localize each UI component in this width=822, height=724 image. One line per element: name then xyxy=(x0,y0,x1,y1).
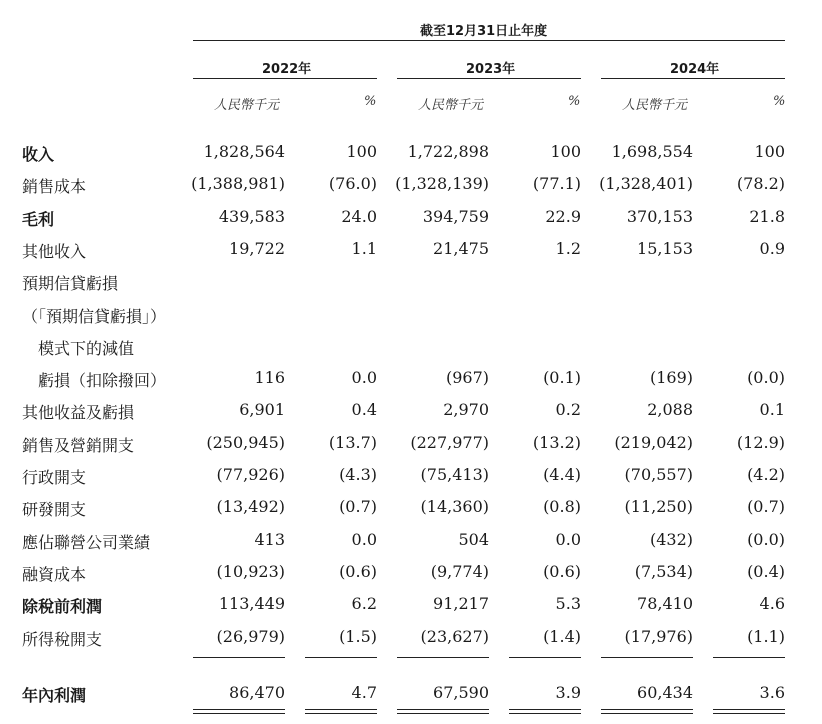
cell-pct-2024: (78.2) xyxy=(736,174,785,193)
cell-amount-2023: 21,475 xyxy=(433,239,489,258)
cell-pct-2024: (12.9) xyxy=(736,433,785,452)
cell-amount-2024: (219,042) xyxy=(614,433,693,452)
cell-pct-2023: (4.4) xyxy=(543,465,581,484)
row-label: 收入 xyxy=(22,145,55,164)
subtotal-rule-2024a xyxy=(601,657,693,658)
unit-amount-2024: 人民幣千元 xyxy=(622,98,688,113)
cell-amount-2023: (967) xyxy=(445,368,489,387)
cell-amount-2022: (1,388,981) xyxy=(191,174,285,193)
cell-amount-2022: (26,979) xyxy=(216,627,285,646)
cell-amount-2023: 67,590 xyxy=(433,683,489,702)
period-rule xyxy=(193,40,785,41)
cell-pct-2023: (13.2) xyxy=(532,433,581,452)
total-double-rule-2023a xyxy=(397,709,489,714)
cell-amount-2023: (23,627) xyxy=(420,627,489,646)
period-header: 截至12月31日止年度 xyxy=(420,24,548,39)
cell-pct-2024: 4.6 xyxy=(759,594,785,613)
cell-pct-2022: 0.0 xyxy=(351,530,377,549)
cell-amount-2024: 370,153 xyxy=(626,207,693,226)
row-label: 研發開支 xyxy=(22,500,87,519)
unit-amount-2022: 人民幣千元 xyxy=(214,98,280,113)
cell-amount-2023: (14,360) xyxy=(420,497,489,516)
cell-amount-2022: 1,828,564 xyxy=(203,142,285,161)
row-label: 行政開支 xyxy=(22,468,87,487)
cell-amount-2022: 116 xyxy=(254,368,285,387)
cell-pct-2023: 22.9 xyxy=(545,207,581,226)
unit-pct-2024: % xyxy=(773,94,786,109)
total-double-rule-2022a xyxy=(193,709,285,714)
cell-amount-2022: (13,492) xyxy=(216,497,285,516)
cell-amount-2023: 394,759 xyxy=(422,207,489,226)
cell-pct-2023: 5.3 xyxy=(555,594,581,613)
unit-pct-2022: % xyxy=(364,94,377,109)
cell-pct-2024: 21.8 xyxy=(749,207,785,226)
cell-pct-2022: 1.1 xyxy=(351,239,377,258)
subtotal-rule-2024b xyxy=(713,657,785,658)
row-label: 融資成本 xyxy=(22,565,87,584)
row-label: 毛利 xyxy=(22,210,55,229)
row-label: 所得稅開支 xyxy=(22,630,103,649)
total-double-rule-2024b xyxy=(713,709,785,714)
cell-pct-2024: 0.1 xyxy=(759,400,785,419)
subtotal-rule-2023a xyxy=(397,657,489,658)
cell-amount-2022: 413 xyxy=(254,530,285,549)
total-double-rule-2023b xyxy=(509,709,581,714)
year-header-2023: 2023年 xyxy=(466,62,516,77)
cell-pct-2023: (0.1) xyxy=(543,368,581,387)
cell-pct-2024: (0.0) xyxy=(747,530,785,549)
cell-pct-2022: (4.3) xyxy=(339,465,377,484)
unit-pct-2023: % xyxy=(568,94,581,109)
row-label: 銷售成本 xyxy=(22,177,87,196)
cell-pct-2022: 0.0 xyxy=(351,368,377,387)
cell-pct-2023: 100 xyxy=(550,142,581,161)
cell-pct-2023: 0.0 xyxy=(555,530,581,549)
row-label: 虧損（扣除撥回） xyxy=(38,371,167,390)
cell-amount-2022: 6,901 xyxy=(239,400,285,419)
cell-amount-2022: 439,583 xyxy=(218,207,285,226)
year-rule-2024 xyxy=(601,78,785,79)
cell-amount-2023: 1,722,898 xyxy=(407,142,489,161)
cell-pct-2023: 3.9 xyxy=(555,683,581,702)
cell-amount-2024: 1,698,554 xyxy=(611,142,693,161)
year-header-2024: 2024年 xyxy=(670,62,720,77)
cell-amount-2022: 86,470 xyxy=(229,683,285,702)
cell-pct-2022: (1.5) xyxy=(339,627,377,646)
row-label: 其他收入 xyxy=(22,242,87,261)
cell-pct-2023: (77.1) xyxy=(532,174,581,193)
cell-amount-2024: 15,153 xyxy=(637,239,693,258)
row-label: （「預期信貸虧損」） xyxy=(22,307,167,326)
cell-pct-2023: 1.2 xyxy=(555,239,581,258)
cell-amount-2023: (1,328,139) xyxy=(395,174,489,193)
total-double-rule-2022b xyxy=(305,709,377,714)
cell-pct-2022: 4.7 xyxy=(351,683,377,702)
cell-amount-2024: 2,088 xyxy=(647,400,693,419)
row-label: 模式下的減值 xyxy=(38,339,135,358)
cell-amount-2024: 78,410 xyxy=(637,594,693,613)
cell-amount-2023: 2,970 xyxy=(443,400,489,419)
cell-pct-2023: (0.6) xyxy=(543,562,581,581)
row-label: 預期信貸虧損 xyxy=(22,274,119,293)
row-label: 其他收益及虧損 xyxy=(22,403,135,422)
cell-pct-2022: (13.7) xyxy=(328,433,377,452)
year-rule-2022 xyxy=(193,78,377,79)
cell-pct-2022: 24.0 xyxy=(341,207,377,226)
cell-amount-2023: (75,413) xyxy=(420,465,489,484)
row-label: 除稅前利潤 xyxy=(22,597,103,616)
cell-amount-2022: (250,945) xyxy=(206,433,285,452)
cell-pct-2022: 100 xyxy=(346,142,377,161)
cell-pct-2023: (0.8) xyxy=(543,497,581,516)
cell-amount-2024: (70,557) xyxy=(624,465,693,484)
cell-amount-2022: 19,722 xyxy=(229,239,285,258)
cell-amount-2024: 60,434 xyxy=(637,683,693,702)
row-label: 應佔聯營公司業績 xyxy=(22,533,151,552)
cell-pct-2024: (1.1) xyxy=(747,627,785,646)
cell-pct-2022: (76.0) xyxy=(328,174,377,193)
row-label: 銷售及營銷開支 xyxy=(22,436,135,455)
cell-amount-2024: (7,534) xyxy=(634,562,693,581)
year-header-2022: 2022年 xyxy=(262,62,312,77)
cell-amount-2024: (17,976) xyxy=(624,627,693,646)
cell-amount-2022: (10,923) xyxy=(216,562,285,581)
cell-pct-2022: 6.2 xyxy=(351,594,377,613)
cell-amount-2023: 504 xyxy=(458,530,489,549)
cell-amount-2024: (432) xyxy=(649,530,693,549)
cell-amount-2023: 91,217 xyxy=(433,594,489,613)
cell-pct-2024: (4.2) xyxy=(747,465,785,484)
cell-amount-2023: (9,774) xyxy=(430,562,489,581)
subtotal-rule-2023b xyxy=(509,657,581,658)
total-double-rule-2024a xyxy=(601,709,693,714)
cell-pct-2024: 3.6 xyxy=(759,683,785,702)
unit-amount-2023: 人民幣千元 xyxy=(418,98,484,113)
cell-pct-2023: 0.2 xyxy=(555,400,581,419)
cell-amount-2022: 113,449 xyxy=(218,594,285,613)
subtotal-rule-2022a xyxy=(193,657,285,658)
cell-pct-2024: 100 xyxy=(754,142,785,161)
cell-amount-2022: (77,926) xyxy=(216,465,285,484)
cell-pct-2022: (0.6) xyxy=(339,562,377,581)
cell-amount-2024: (11,250) xyxy=(624,497,693,516)
year-rule-2023 xyxy=(397,78,581,79)
cell-pct-2023: (1.4) xyxy=(543,627,581,646)
cell-amount-2024: (169) xyxy=(649,368,693,387)
cell-pct-2022: (0.7) xyxy=(339,497,377,516)
cell-pct-2024: (0.7) xyxy=(747,497,785,516)
cell-amount-2024: (1,328,401) xyxy=(599,174,693,193)
cell-pct-2024: (0.4) xyxy=(747,562,785,581)
cell-pct-2024: 0.9 xyxy=(759,239,785,258)
row-label: 年內利潤 xyxy=(22,686,87,705)
cell-pct-2024: (0.0) xyxy=(747,368,785,387)
cell-amount-2023: (227,977) xyxy=(410,433,489,452)
subtotal-rule-2022b xyxy=(305,657,377,658)
cell-pct-2022: 0.4 xyxy=(351,400,377,419)
